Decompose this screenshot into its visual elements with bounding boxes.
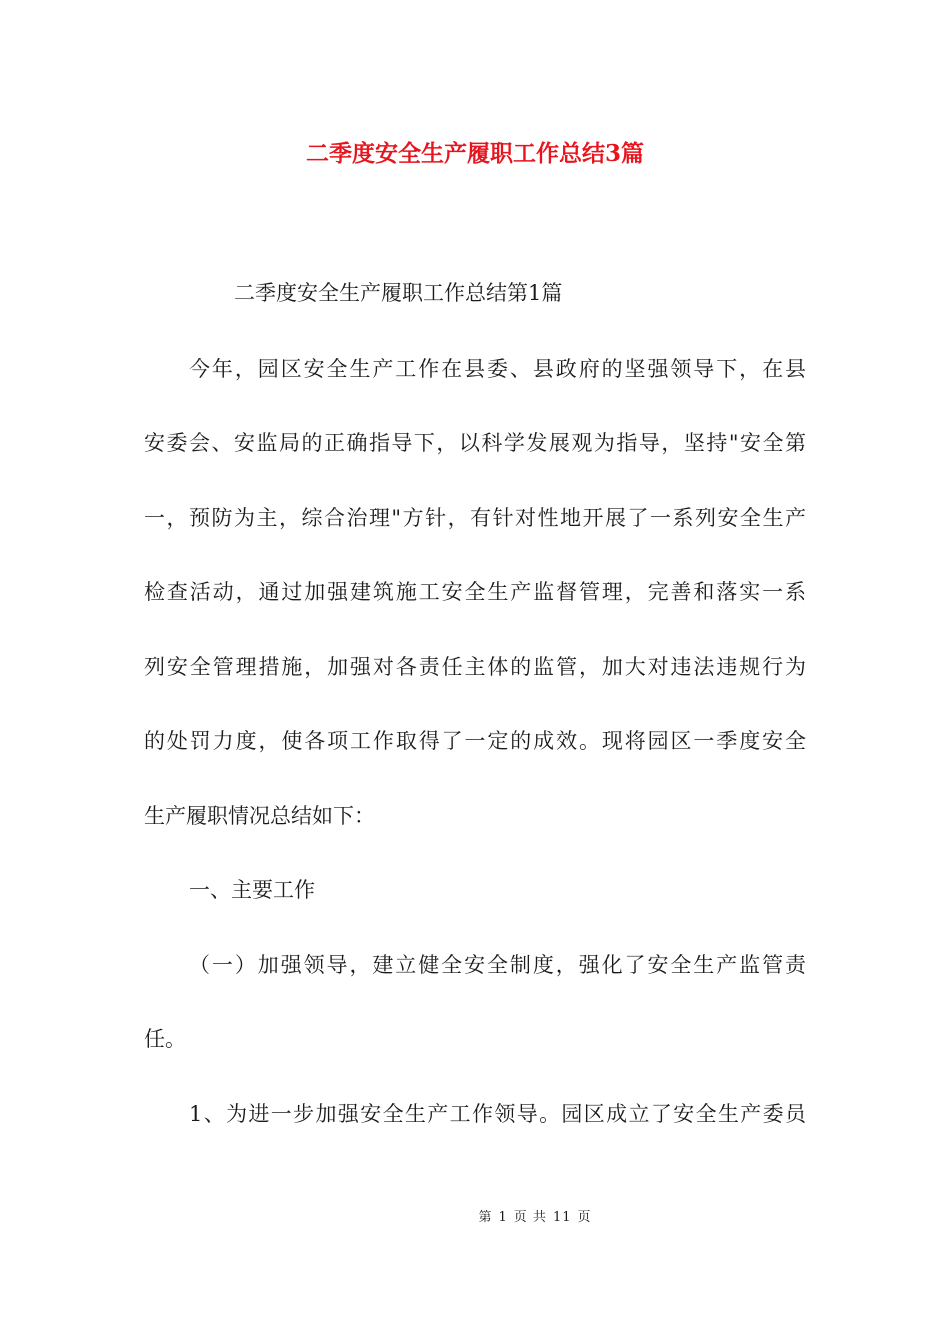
- paragraph-line: 1、为进一步加强安全生产工作领导。园区成立了安全生产委员: [189, 1101, 806, 1126]
- paragraph-line: 列安全管理措施，加强对各责任主体的监管，加大对违法违规行为: [144, 654, 806, 679]
- footer-middle: 页 共: [513, 1210, 547, 1225]
- page-number-footer: [0, 1206, 950, 1225]
- footer-suffix: 页: [577, 1210, 592, 1225]
- section-heading: 一、主要工作: [189, 878, 315, 902]
- item-paragraph: [144, 1095, 806, 1135]
- footer-page-number: 1: [498, 1210, 508, 1225]
- document-body: [144, 274, 806, 1169]
- subsection-paragraph: [144, 946, 806, 1060]
- footer-total-pages: 11: [552, 1210, 572, 1225]
- paragraph-line: 的处罚力度，使各项工作取得了一定的成效。现将园区一季度安全: [144, 729, 806, 753]
- paragraph-line: 安委会、安监局的正确指导下，以科学发展观为指导，坚持"安全第: [144, 431, 806, 455]
- footer-prefix: 第: [478, 1210, 493, 1225]
- intro-paragraph: [144, 350, 806, 837]
- paragraph-line: 一，预防为主，综合治理"方针，有针对性地开展了一系列安全生产: [144, 505, 806, 530]
- article-subtitle: 二季度安全生产履职工作总结第1篇: [234, 281, 563, 305]
- paragraph-line: 生产履职情况总结如下：: [144, 803, 375, 828]
- paragraph-line: 任。: [144, 1027, 186, 1051]
- section-heading-block: [144, 871, 806, 911]
- paragraph-line: 今年，园区安全生产工作在县委、县政府的坚强领导下，在县: [189, 356, 806, 381]
- paragraph-line: （一）加强领导，建立健全安全制度，强化了安全生产监管责: [189, 952, 806, 977]
- paragraph-line: 检查活动，通过加强建筑施工安全生产监督管理，完善和落实一系: [144, 580, 806, 604]
- document-title: 二季度安全生产履职工作总结3篇: [305, 140, 644, 167]
